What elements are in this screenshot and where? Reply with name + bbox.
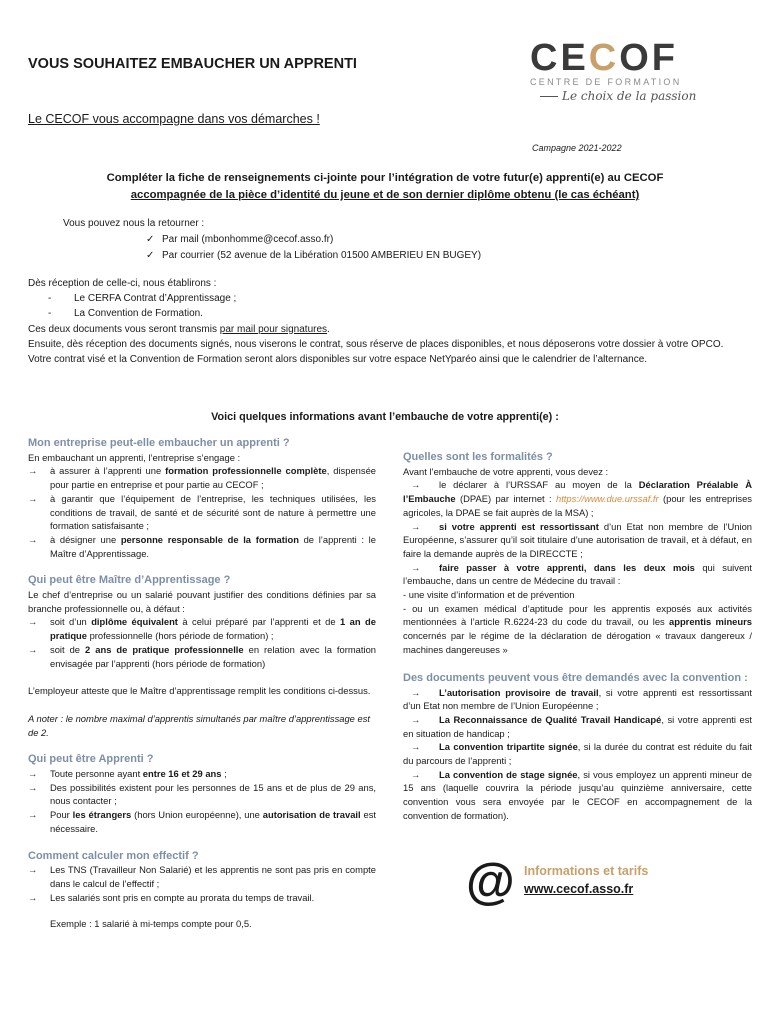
process-paragraph-1: Ces deux documents vous seront transmis par mail pour signatures. bbox=[28, 323, 330, 335]
list-item: → à désigner une personne responsable de la formation de l’apprenti : le Maître d’Apprentissage. bbox=[28, 533, 376, 559]
section-title-apprenti: Qui peut être Apprenti ? bbox=[28, 753, 154, 766]
formalite-item: → faire passer à votre apprenti, dans les deux mois qui suivent l’embauche, dans un centre de Médecine du travail : bbox=[403, 561, 752, 587]
page-title: VOUS SOUHAITEZ EMBAUCHER UN APPRENTI bbox=[28, 56, 357, 72]
logo-wordmark: CECOF bbox=[530, 37, 679, 79]
section-title-entreprise: Mon entreprise peut-elle embaucher un apprenti ? bbox=[28, 437, 290, 449]
return-mail-item: ✓ Par mail (mbonhomme@cecof.asso.fr) bbox=[63, 232, 663, 248]
subtitle: Le CECOF vous accompagne dans vos démarches ! bbox=[28, 112, 320, 126]
intro-line-1: Compléter la fiche de renseignements ci-jointe pour l’intégration de votre futur(e) apprenti(e) au CECOF bbox=[106, 172, 664, 184]
arrow-icon: → bbox=[411, 561, 421, 573]
info-title: Voici quelques informations avant l’embauche de votre apprenti(e) : bbox=[211, 411, 559, 423]
arrow-icon: → bbox=[28, 781, 38, 793]
process-paragraph-3: Votre contrat visé et la Convention de Formation seront alors disponibles sur votre espace NetYparéo ainsi que le calendrier de l’alternance. bbox=[28, 354, 648, 366]
list-item: → Les TNS (Travailleur Non Salarié) et les apprentis ne sont pas pris en compte dans le calcul de l’effectif ; bbox=[28, 864, 376, 889]
list-item: → à garantir que l’équipement de l’entreprise, les techniques utilisées, les conditions de travail, de santé et de sécurité sont de nature à permettre une formation satisfaisante ; bbox=[28, 492, 376, 532]
arrow-icon: → bbox=[28, 768, 38, 780]
arrow-icon: → bbox=[28, 465, 38, 477]
check-icon: ✓ bbox=[146, 234, 155, 245]
maitre-note-italic: A noter : le nombre maximal d’apprentis simultanés par maître d’apprentissage est de 2. bbox=[28, 712, 371, 738]
list-item: → soit de 2 ans de pratique professionnelle en relation avec la formation envisagée par l’apprenti (hors période de formation) bbox=[28, 643, 376, 669]
document-item: → La convention de stage signée, si vous employez un apprenti mineur de 15 ans (laquelle couvrira la période jusqu’au quinzième anniversaire, cette convention vous sera envoyée par le CECOF en accompagnement de la convention de formation). bbox=[403, 768, 752, 821]
document-item: → La Reconnaissance de Qualité Travail Handicapé, si votre apprenti est en situation de handicap ; bbox=[403, 713, 752, 739]
return-block bbox=[63, 216, 663, 264]
arrow-icon: → bbox=[28, 492, 38, 504]
intro-heading bbox=[28, 170, 742, 204]
maitre-note: L’employeur atteste que le Maître d’apprentissage remplit les conditions ci-dessus. bbox=[28, 685, 371, 697]
section-lead: Le chef d’entreprise ou un salarié pouvant justifier des conditions définies par sa branche professionnelle ou, à défaut : bbox=[28, 589, 376, 614]
section-title-effectif: Comment calculer mon effectif ? bbox=[28, 849, 199, 862]
process-lead: Dès réception de celle-ci, nous établirons : bbox=[28, 278, 217, 289]
check-icon: ✓ bbox=[146, 250, 155, 261]
effectif-example: Exemple : 1 salarié à mi-temps compte pour 0,5. bbox=[50, 918, 252, 930]
document-item: → L’autorisation provisoire de travail, si votre apprenti est ressortissant d’un Etat non membre de l’Union Européenne ; bbox=[403, 686, 752, 712]
contact-block bbox=[466, 853, 696, 909]
process-block bbox=[28, 276, 742, 367]
campaign-label: Campagne 2021-2022 bbox=[532, 143, 622, 153]
list-item: → à assurer à l’apprenti une formation professionnelle complète, dispensée pour partie en entreprise et pour partie au CECOF ; bbox=[28, 465, 376, 491]
formalite-sub: - une visite d’information et de prévention bbox=[403, 589, 575, 601]
formalite-item: → si votre apprenti est ressortissant d’un Etat non membre de l’Union Européenne, s’assurer qu’il soit titulaire d’une autorisation de travail, et à défaut, en faire la demande auprès de la DIRECCTE ; bbox=[403, 520, 752, 559]
website-link[interactable]: www.cecof.asso.fr bbox=[524, 882, 634, 896]
arrow-icon: → bbox=[411, 686, 421, 698]
contact-label: Informations et tarifs bbox=[524, 864, 649, 878]
section-title-documents: Des documents peuvent vous être demandés avec la convention : bbox=[403, 671, 748, 684]
left-column bbox=[28, 437, 376, 931]
return-post-item: ✓ Par courrier (52 avenue de la Libération 01500 AMBERIEU EN BUGEY) bbox=[63, 248, 663, 264]
section-lead: Avant l’embauche de votre apprenti, vous devez : bbox=[403, 465, 609, 477]
return-label: Vous pouvez nous la retourner : bbox=[63, 218, 205, 229]
arrow-icon: → bbox=[411, 768, 421, 780]
right-column bbox=[403, 451, 752, 823]
formalite-sub: - ou un examen médical d’aptitude pour les apprentis exposés aux activités mentionnées à l’article R.6224-23 du code du travail, ou les apprentis mineurs concernés par le régime de la déclaration de dérogation « travaux dangereux / machines dangereuses » bbox=[403, 602, 752, 655]
arrow-icon: → bbox=[411, 741, 421, 753]
arrow-icon: → bbox=[411, 479, 421, 491]
arrow-icon: → bbox=[28, 864, 38, 876]
logo-slogan: Le choix de la passion bbox=[530, 89, 710, 103]
section-title-formalites: Quelles sont les formalités ? bbox=[403, 451, 553, 463]
process-paragraph-2: Ensuite, dès réception des documents signés, nous viserons le contrat, sous réserve de places disponibles, et nous déposerons votre dossier à votre OPCO. bbox=[28, 338, 724, 350]
urssaf-link[interactable]: https://www.due.urssaf.fr bbox=[555, 493, 659, 505]
arrow-icon: → bbox=[28, 891, 38, 903]
logo-tagline: CENTRE DE FORMATION bbox=[530, 77, 682, 87]
arrow-icon: → bbox=[28, 616, 38, 628]
section-title-maitre: Qui peut être Maître d’Apprentissage ? bbox=[28, 574, 231, 587]
intro-line-2: accompagnée de la pièce d’identité du jeune et de son dernier diplôme obtenu (le cas échéant) bbox=[130, 189, 640, 201]
arrow-icon: → bbox=[28, 809, 38, 821]
list-item: → Les salariés sont pris en compte au prorata du temps de travail. bbox=[28, 891, 315, 903]
list-item: → Pour les étrangers (hors Union européenne), une autorisation de travail est nécessaire. bbox=[28, 809, 377, 834]
at-sign-icon: @ bbox=[466, 853, 515, 909]
formalite-item: → le déclarer à l’URSSAF au moyen de la Déclaration Préalable À l’Embauche (DPAE) par internet : https://www.due.urssaf.fr (pour les entreprises agricoles, la DPAE se fait auprès de la MSA) ; bbox=[403, 479, 753, 518]
logo bbox=[530, 38, 710, 108]
list-item: → Toute personne ayant entre 16 et 29 ans ; bbox=[28, 768, 227, 780]
arrow-icon: → bbox=[28, 533, 38, 545]
section-lead: En embauchant un apprenti, l’entreprise s’engage : bbox=[28, 451, 241, 463]
arrow-icon: → bbox=[411, 520, 421, 532]
article-link[interactable]: article R.6224-23 bbox=[474, 616, 548, 628]
list-item: → Des possibilités existent pour les personnes de 15 ans et de plus de 29 ans, nous contacter ; bbox=[28, 781, 376, 807]
document-item: → La convention tripartite signée, si la durée du contrat est réduite du fait du parcours de l’apprenti ; bbox=[403, 741, 752, 767]
process-item-2: - La Convention de Formation. bbox=[48, 308, 203, 320]
process-item-1: - Le CERFA Contrat d’Apprentissage ; bbox=[48, 293, 237, 305]
arrow-icon: → bbox=[28, 643, 38, 655]
arrow-icon: → bbox=[411, 713, 421, 725]
list-item: → soit d’un diplôme équivalent à celui préparé par l’apprenti et de 1 an de pratique professionnelle (hors période de formation) ; bbox=[28, 616, 376, 642]
